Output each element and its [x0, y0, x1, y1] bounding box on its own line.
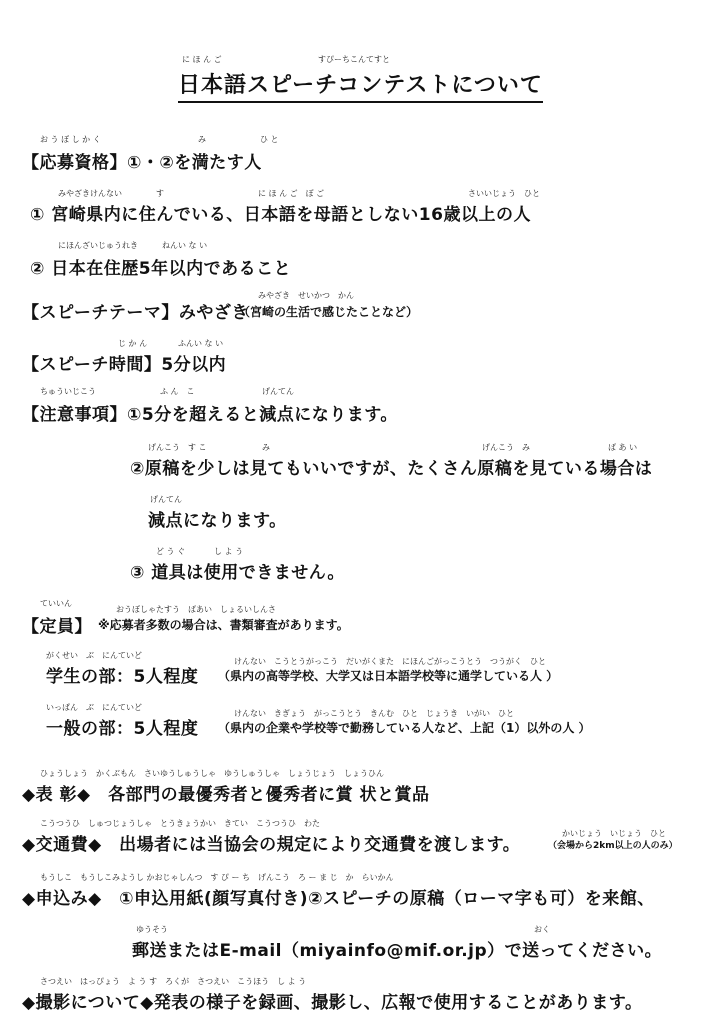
- apply-ruby: もうしこ もうしこみようし かおじゃしんつ す ぴ ー ち げんこう ろ ー ま じ か らいかん: [40, 873, 394, 882]
- notes-item2b-ruby: げんてん: [150, 495, 182, 504]
- eligibility-item2-ruby-b: ねんい な い: [162, 241, 208, 250]
- eligibility-item1: ① 宮崎県内に住んでいる、日本語を母語としない16歳以上の人: [30, 205, 531, 225]
- transport-ruby: こうつうひ しゅつじょうしゃ とうきょうかい きてい こうつうひ わた: [40, 819, 320, 828]
- notes-item1: 【注意事項】①5分を超えると減点になります。: [22, 405, 398, 425]
- title-ruby-nihongo: に ほ ん ご: [182, 55, 222, 64]
- capacity-ruby: ていいん: [40, 599, 72, 608]
- eligibility-ruby-hito: ひ と: [260, 135, 279, 144]
- apply-line2: 郵送またはE-mail（miyainfo@mif.or.jp）で送ってください。: [132, 941, 663, 961]
- capacity-note: ※応募者多数の場合は、書類審査があります。: [98, 618, 349, 632]
- award-ruby: ひょうしょう かくぶもん さいゆうしゅうしゃ ゆうしゅうしゃ しょうじょう しょうひん: [40, 769, 384, 778]
- time-ruby-a: じ か ん: [118, 339, 148, 348]
- eligibility-heading: 【応募資格】①・②を満たす人: [22, 153, 262, 173]
- capacity-ruby-b: おうぼしゃたすう ばあい しょるいしんさ: [116, 605, 276, 614]
- notes-ruby-c: げんてん: [262, 387, 294, 396]
- student-ruby: がくせい ぶ にんていど: [46, 651, 142, 660]
- award-text: ◆表 彰◆ 各部門の最優秀者と優秀者に賞 状と賞品: [22, 785, 430, 805]
- general-label: 一般の部：5人程度: [46, 719, 199, 739]
- notes-item2-ruby-a: げんこう す こ: [148, 443, 207, 452]
- general-note: （県内の企業や学校等で勤務している人など、上記（1）以外の人 ）: [218, 721, 591, 735]
- apply-line2-ruby-b: おく: [534, 925, 550, 934]
- time-text: 【スピーチ時間】5分以内: [22, 355, 227, 375]
- notes-item2-ruby-b: み: [262, 443, 270, 452]
- apply-line2-ruby-a: ゆうそう: [136, 925, 168, 934]
- student-label: 学生の部：5人程度: [46, 667, 199, 687]
- notes-item3: ③ 道具は使用できません。: [130, 563, 345, 583]
- page-title: 日本語スピーチコンテストについて: [178, 68, 543, 103]
- general-ruby: いっぱん ぶ にんていど: [46, 703, 142, 712]
- eligibility-item1-ruby-c: に ほ ん ご ぼ ご: [258, 189, 325, 198]
- general-note-ruby: けんない きぎょう がっこうとう きんむ ひと じょうき いがい ひと: [234, 709, 514, 718]
- title-ruby-speech: すぴーちこんてすと: [318, 55, 390, 64]
- notes-item2b: 減点になります。: [148, 511, 287, 531]
- student-note: （県内の高等学校、大学又は日本語学校等に通学している人 ）: [218, 669, 559, 683]
- eligibility-item1-ruby-d: さいいじょう ひと: [468, 189, 540, 198]
- theme-note: （宮崎の生活で感じたことなど）: [238, 305, 419, 319]
- notes-item3-ruby-b: し よ う: [214, 547, 244, 556]
- transport-text: ◆交通費◆ 出場者には当協会の規定により交通費を渡します。: [22, 835, 521, 855]
- eligibility-item1-ruby-a: みやざきけんない: [58, 189, 122, 198]
- transport-note-ruby: かいじょう いじょう ひと: [562, 829, 666, 838]
- apply-text: ◆申込み◆ ①申込用紙(顔写真付き)②スピーチの原稿（ローマ字も可）を来館、: [22, 889, 655, 909]
- notes-item3-ruby-a: ど う ぐ: [156, 547, 186, 556]
- notes-item2: ②原稿を少しは見てもいいですが、たくさん原稿を見ている場合は: [130, 459, 653, 479]
- photo-text: ◆撮影について◆発表の様子を録画、撮影し、広報で使用することがあります。: [22, 993, 643, 1013]
- notes-item2-ruby-c: げんこう み: [482, 443, 530, 452]
- eligibility-item2-ruby-a: にほんざいじゅうれき: [58, 241, 138, 250]
- notes-ruby-a: ちゅういじこう: [40, 387, 96, 396]
- eligibility-ruby-mi: み: [198, 135, 206, 144]
- theme-ruby: みやざき せいかつ かん: [258, 291, 354, 300]
- transport-note: （会場から2km以上の人のみ）: [548, 841, 678, 851]
- notes-item2-ruby-d: ば あ い: [608, 443, 638, 452]
- eligibility-ruby: お う ぼ し か く: [40, 135, 101, 144]
- eligibility-item2: ② 日本在住歴5年以内であること: [30, 259, 292, 279]
- capacity-heading: 【定員】: [22, 617, 92, 637]
- theme-heading: 【スピーチテーマ】みやざき: [22, 303, 249, 323]
- student-note-ruby: けんない こうとうがっこう だいがくまた にほんごがっこうとう つうがく ひと: [234, 657, 546, 666]
- photo-ruby: さつえい はっぴょう よ う す ろくが さつえい こうほう し よ う: [40, 977, 307, 986]
- notes-ruby-b: ふ ん こ: [160, 387, 195, 396]
- eligibility-item1-ruby-b: す: [156, 189, 164, 198]
- time-ruby-b: ふんい な い: [178, 339, 224, 348]
